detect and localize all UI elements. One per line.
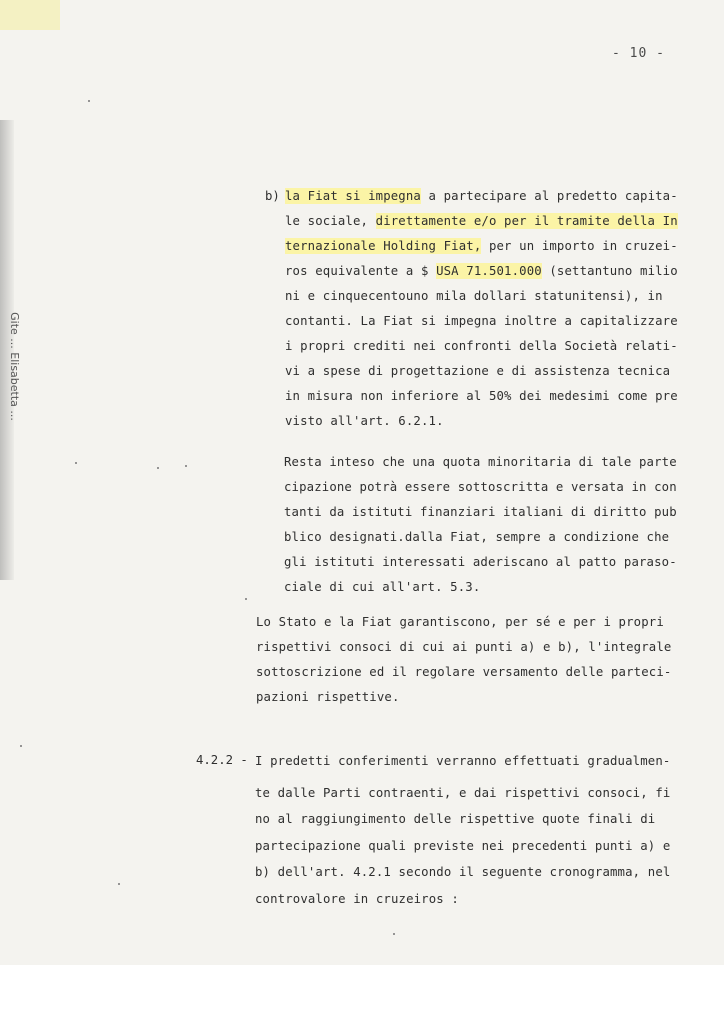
text-segment: ni e cinquecentouno mila dollari statunitensi), in xyxy=(285,289,663,303)
text-line: blico designati.dalla Fiat, sempre a condizione che xyxy=(284,530,670,544)
text-line: I predetti conferimenti verranno effettuati gradualmen- xyxy=(255,754,671,768)
scan-speck xyxy=(118,883,120,885)
text-line xyxy=(285,388,678,404)
text-line xyxy=(285,263,678,279)
text-line xyxy=(285,238,678,254)
text-line: b) dell'art. 4.2.1 secondo il seguente cronogramma, nel xyxy=(255,865,671,879)
text-line: tanti da istituti finanziari italiani di diritto pub xyxy=(284,505,677,519)
text-line: gli istituti interessati aderiscano al patto paraso- xyxy=(284,555,677,569)
text-segment: visto all'art. 6.2.1. xyxy=(285,414,444,428)
highlighted-text: la Fiat si impegna xyxy=(285,189,421,203)
text-line: te dalle Parti contraenti, e dai rispettivi consoci, fi xyxy=(255,786,671,800)
scan-speck xyxy=(245,598,247,600)
text-segment: a partecipare al predetto capita- xyxy=(420,189,678,203)
text-line xyxy=(285,313,678,329)
scan-speck xyxy=(75,462,77,464)
highlighted-text: USA 71.501.000 xyxy=(436,264,542,278)
highlighted-text: ternazionale Holding Fiat, xyxy=(285,239,482,253)
scan-highlight-mark xyxy=(0,0,60,30)
text-line: partecipazione quali previste nei precedenti punti a) e xyxy=(255,839,671,853)
text-line: rispettivi consoci di cui ai punti a) e b), l'integrale xyxy=(256,640,672,654)
text-segment: le sociale, xyxy=(285,214,376,228)
text-line xyxy=(285,213,678,229)
text-line xyxy=(285,413,444,429)
text-line: sottoscrizione ed il regolare versamento delle parteci- xyxy=(256,665,672,679)
text-line: cipazione potrà essere sottoscritta e versata in con xyxy=(284,480,677,494)
scan-speck xyxy=(185,465,187,467)
text-line xyxy=(285,363,670,379)
text-line: controvalore in cruzeiros : xyxy=(255,892,459,906)
text-line: pazioni rispettive. xyxy=(256,690,400,704)
text-line: ciale di cui all'art. 5.3. xyxy=(284,580,481,594)
section-number: 4.2.2 - xyxy=(196,753,248,767)
item-b-marker: b) xyxy=(265,189,280,203)
page-number: - 10 - xyxy=(612,46,665,61)
scan-speck xyxy=(20,745,22,747)
text-line: no al raggiungimento delle rispettive quote finali di xyxy=(255,812,656,826)
highlighted-text: direttamente e/o per il tramite della In xyxy=(375,214,678,228)
text-segment: i propri crediti nei confronti della Società relati- xyxy=(285,339,678,353)
text-line xyxy=(285,338,678,354)
scan-speck xyxy=(88,100,90,102)
text-segment: contanti. La Fiat si impegna inoltre a capitalizzare xyxy=(285,314,678,328)
text-line: Resta inteso che una quota minoritaria di tale parte xyxy=(284,455,677,469)
text-segment: per un importo in cruzei- xyxy=(481,239,678,253)
text-line xyxy=(285,288,663,304)
text-segment: in misura non inferiore al 50% dei medesimi come pre xyxy=(285,389,678,403)
side-stamp: Gite ... Elisabetta ... xyxy=(7,312,21,421)
text-segment: vi a spese di progettazione e di assistenza tecnica xyxy=(285,364,671,378)
text-line xyxy=(285,188,678,204)
scan-speck xyxy=(393,933,395,935)
scan-speck xyxy=(157,467,159,469)
text-segment: ros equivalente a $ xyxy=(285,264,437,278)
text-line: Lo Stato e la Fiat garantiscono, per sé e per i propri xyxy=(256,615,664,629)
text-segment: (settantuno milio xyxy=(541,264,678,278)
